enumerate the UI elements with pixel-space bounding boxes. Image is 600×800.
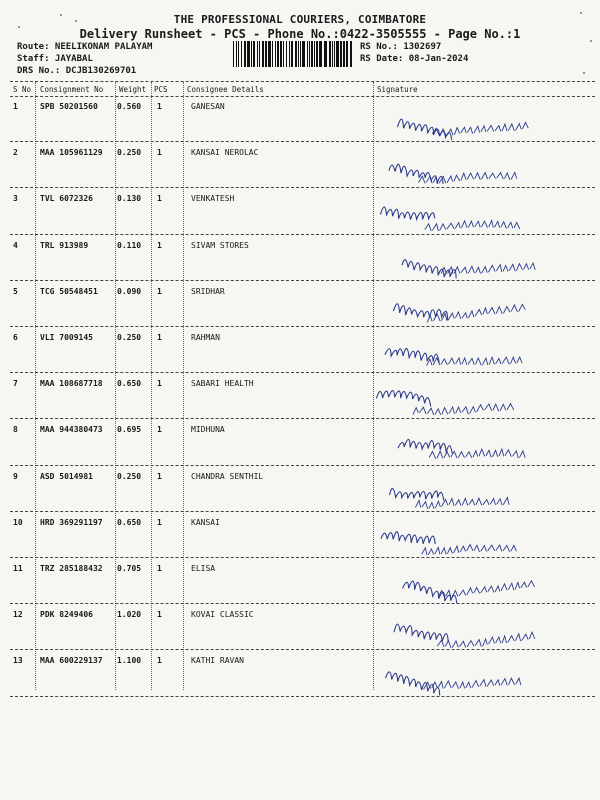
cell-weight: 0.130	[117, 194, 142, 204]
cell-pcs: 1	[157, 286, 162, 296]
staff-label: Staff: JAYABAL	[17, 54, 93, 64]
cell-consignee: KANSAI NEROLAC	[191, 148, 259, 158]
cell-pcs: 1	[157, 610, 162, 620]
consignee-signature	[368, 244, 590, 288]
consignee-signature	[368, 521, 590, 565]
consignee-signature	[368, 290, 590, 334]
scan-speck	[583, 72, 585, 74]
cell-weight: 0.090	[117, 286, 142, 296]
cell-sno: 10	[13, 517, 23, 527]
cell-consignment-no: MAA 944380473	[40, 425, 103, 435]
scan-speck	[590, 40, 592, 42]
route-label: Route: NEELIKONAM PALAYAM	[17, 42, 153, 52]
cell-consignment-no: MAA 108687718	[40, 379, 103, 389]
header-bottom-rule	[10, 96, 595, 97]
col-header-pcs: PCS	[154, 85, 168, 94]
cell-pcs: 1	[157, 333, 162, 342]
cell-sno: 9	[13, 471, 18, 481]
cell-consignment-no: HRD 369291197	[40, 517, 103, 527]
cell-weight: 1.020	[117, 610, 142, 620]
cell-consignment-no: ASD 5014981	[40, 471, 93, 481]
cell-pcs: 1	[157, 425, 162, 435]
cell-consignment-no: MAA 105961129	[40, 148, 103, 158]
consignee-signature	[368, 659, 590, 703]
consignee-signature	[368, 382, 590, 426]
cell-weight: 0.650	[117, 517, 142, 527]
cell-weight: 0.250	[117, 333, 142, 342]
consignee-signature	[368, 105, 590, 149]
cell-pcs: 1	[157, 564, 162, 573]
cell-weight: 1.100	[117, 656, 142, 666]
col-header-consignee: Consignee Details	[187, 85, 264, 94]
cell-consignee: ELISA	[191, 564, 216, 573]
col-divider	[35, 82, 36, 690]
cell-consignment-no: TCG 50548451	[40, 286, 98, 296]
cell-sno: 2	[13, 148, 18, 158]
cell-consignee: KANSAI	[191, 517, 220, 527]
cell-consignee: CHANDRA SENTHIL	[191, 471, 264, 481]
cell-consignee: SABARI HEALTH	[191, 379, 254, 389]
col-divider	[151, 82, 152, 690]
col-divider	[115, 82, 116, 690]
cell-consignee: VENKATESH	[191, 194, 235, 204]
consignee-signature	[368, 336, 590, 380]
company-title: THE PROFESSIONAL COURIERS, COIMBATORE	[173, 13, 427, 26]
cell-consignee: SRIDHAR	[191, 286, 225, 296]
cell-consignment-no: MAA 600229137	[40, 656, 103, 666]
cell-sno: 13	[13, 656, 23, 666]
cell-sno: 4	[13, 240, 18, 250]
cell-consignment-no: VLI 7009145	[40, 333, 93, 342]
cell-consignee: MIDHUNA	[191, 425, 225, 435]
cell-pcs: 1	[157, 240, 162, 250]
barcode-image	[232, 41, 354, 67]
cell-sno: 12	[13, 610, 23, 620]
col-divider	[183, 82, 184, 690]
cell-pcs: 1	[157, 517, 162, 527]
cell-sno: 7	[13, 379, 18, 389]
cell-sno: 6	[13, 333, 18, 342]
cell-weight: 0.650	[117, 379, 142, 389]
consignee-signature	[368, 197, 590, 241]
cell-consignment-no: TRL 913989	[40, 240, 89, 250]
consignee-signature	[368, 475, 590, 519]
rs-date: RS Date: 08-Jan-2024	[360, 54, 469, 64]
cell-sno: 5	[13, 286, 18, 296]
col-header-signature: Signature	[377, 85, 418, 94]
cell-sno: 8	[13, 425, 18, 435]
cell-consignee: GANESAN	[191, 102, 225, 111]
table-top-rule	[10, 81, 595, 82]
cell-sno: 1	[13, 102, 18, 111]
cell-consignment-no: TVL 6072326	[40, 194, 93, 204]
scan-speck	[580, 12, 582, 14]
cell-weight: 0.250	[117, 471, 142, 481]
cell-sno: 11	[13, 564, 23, 573]
cell-pcs: 1	[157, 379, 162, 389]
cell-consignment-no: SPB 50201560	[40, 102, 98, 111]
consignee-signature	[368, 428, 590, 472]
cell-consignee: KOVAI CLASSIC	[191, 610, 254, 620]
cell-weight: 0.695	[117, 425, 142, 435]
consignee-signature	[368, 151, 590, 195]
scan-speck	[75, 20, 77, 22]
cell-pcs: 1	[157, 656, 162, 666]
cell-pcs: 1	[157, 148, 162, 158]
consignee-signature	[368, 613, 590, 657]
col-header-sno: S No	[13, 85, 32, 94]
cell-pcs: 1	[157, 471, 162, 481]
drs-number: DRS No.: DCJB130269701	[17, 66, 137, 76]
cell-weight: 0.560	[117, 102, 142, 111]
cell-consignee: RAHMAN	[191, 333, 220, 342]
cell-consignment-no: PDK 8249406	[40, 610, 93, 620]
cell-consignee: KATHI RAVAN	[191, 656, 244, 666]
cell-pcs: 1	[157, 194, 162, 204]
cell-sno: 3	[13, 194, 18, 204]
cell-weight: 0.705	[117, 564, 142, 573]
scan-speck	[60, 14, 62, 16]
rs-number: RS No.: 1302697	[360, 42, 442, 52]
cell-consignment-no: TRZ 285188432	[40, 564, 103, 573]
col-header-weight: Weight	[119, 85, 147, 94]
cell-pcs: 1	[157, 102, 162, 111]
col-header-consignment: Consignment No	[40, 85, 104, 94]
cell-weight: 0.250	[117, 148, 142, 158]
scan-speck	[18, 26, 20, 28]
consignee-signature	[368, 567, 590, 611]
cell-consignee: SIVAM STORES	[191, 240, 249, 250]
runsheet-subtitle: Delivery Runsheet - PCS - Phone No.:0422-3505555 - Page No.:1	[79, 27, 521, 41]
cell-weight: 0.110	[117, 240, 142, 250]
